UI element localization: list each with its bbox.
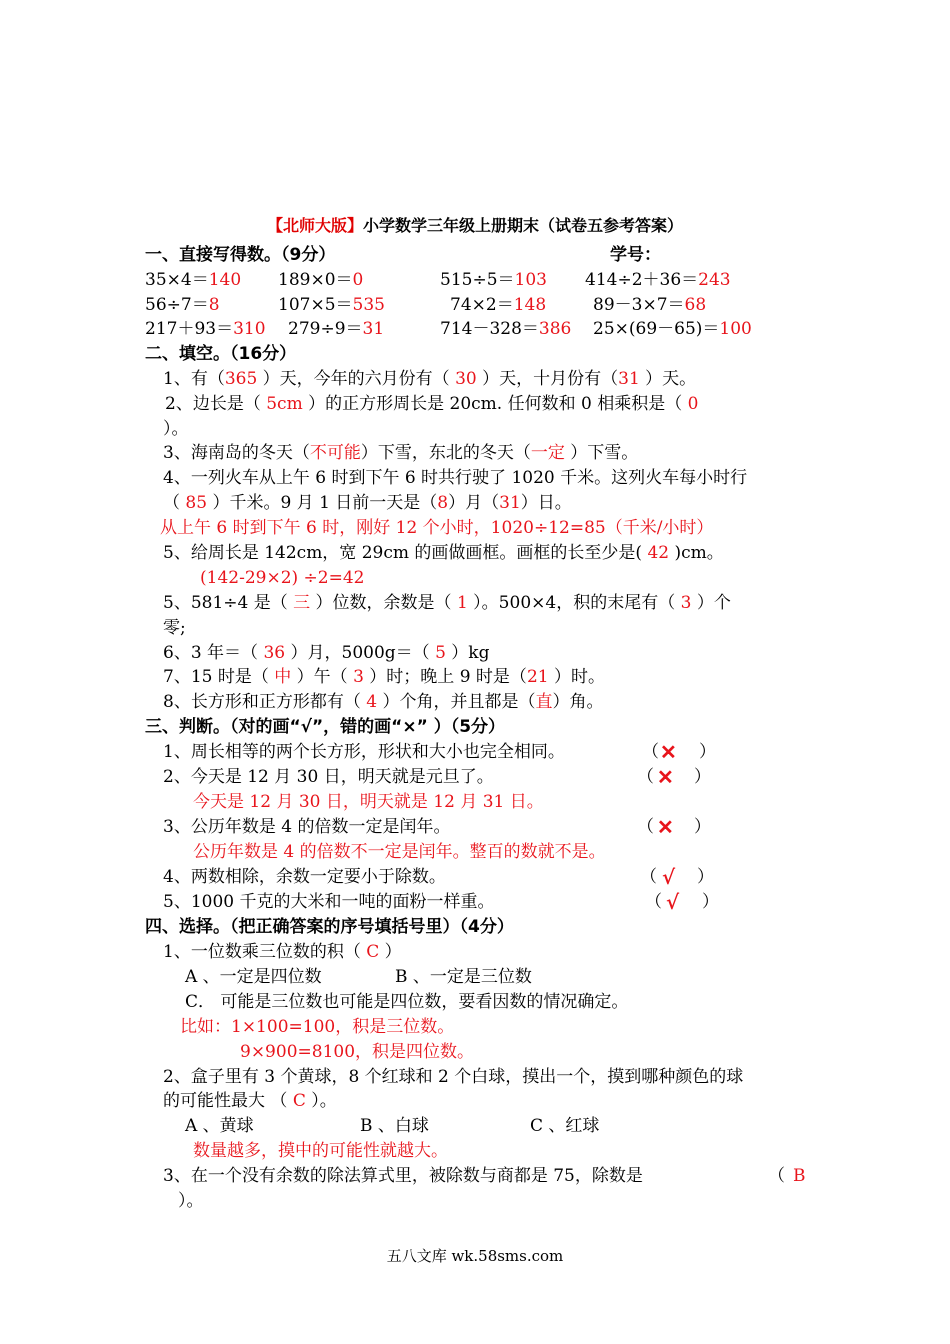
check-mark-icon: √ [662, 865, 676, 889]
cross-mark-icon: ✕ [660, 740, 677, 764]
calc-item: 74×2＝148 [450, 295, 547, 315]
calc-item: 714－328＝386 [440, 319, 572, 339]
answer-note: 比如：1×100=100，积是三位数。 [180, 1017, 455, 1037]
choice-question-2: 2、盒子里有 3 个黄球，8 个红球和 2 个白球，摸出一个，摸到哪种颜色的球 [163, 1067, 744, 1087]
calc-item: 217＋93＝310 [145, 319, 266, 339]
answer-note: 今天是 12 月 30 日，明天就是 12 月 31 日。 [193, 792, 544, 812]
choice-option: C 、红球 [530, 1116, 600, 1136]
section-4-header: 四、选择。（把正确答案的序号填括号里）（4分） [145, 917, 514, 937]
calc-item: 25×(69－65)＝100 [593, 319, 752, 339]
check-mark-icon: √ [666, 890, 680, 914]
judge-question: 2、今天是 12 月 30 日，明天就是元旦了。 [163, 767, 494, 787]
choice-question-3-cont: ）。 [178, 1191, 204, 1211]
section-1-header: 一、直接写得数。（9分） [145, 245, 336, 265]
fill-question-1: 1、有（365 ）天，今年的六月份有（ 30 ）天，十月份有（31 ）天。 [163, 369, 697, 389]
judge-answer-paren: （ ） [642, 742, 716, 762]
fill-question-6: 6、3 年＝（ 36 ）月，5000g＝（ 5 ）kg [163, 643, 490, 663]
choice-question-3: 3、在一个没有余数的除法算式里，被除数与商都是 75，除数是 [163, 1166, 643, 1186]
judge-answer-paren: （ ） [640, 867, 714, 887]
judge-question: 1、周长相等的两个长方形，形状和大小也完全相同。 [163, 742, 565, 762]
judge-answer-paren: （ ） [637, 817, 711, 837]
fill-question-4-cont: （ 85 ）千米。9 月 1 日前一天是（8）月（31）日。 [163, 493, 572, 513]
cross-mark-icon: ✕ [657, 815, 674, 839]
section-3-header: 三、判断。（对的画“√”，错的画“×” ）（5分） [145, 717, 506, 737]
choice-option: B 、一定是三位数 [395, 967, 532, 987]
calc-item: 414÷2＋36＝243 [585, 270, 731, 290]
cross-mark-icon: ✕ [657, 765, 674, 789]
answer-note: (142-29×2) ÷2=42 [200, 568, 365, 588]
judge-question: 5、1000 千克的大米和一吨的面粉一样重。 [163, 892, 495, 912]
choice-question-2-cont: 的可能性最大 （ C ）。 [163, 1091, 337, 1111]
choice-option: B 、白球 [360, 1116, 429, 1136]
calc-item: 89－3×7＝68 [593, 295, 707, 315]
answer-note: 数量越多，摸中的可能性就越大。 [193, 1141, 448, 1161]
fill-question-5b-cont: 零; [163, 618, 186, 638]
choice-option: C． 可能是三位数也可能是四位数，要看因数的情况确定。 [185, 992, 629, 1012]
student-number-label: 学号： [610, 245, 661, 265]
section-2-header: 二、填空。（16分） [145, 344, 297, 364]
answer-note: 9×900=8100，积是四位数。 [240, 1042, 475, 1062]
calc-item: 515÷5＝103 [440, 270, 547, 290]
judge-answer-paren: （ ） [645, 892, 719, 912]
calc-item: 107×5＝535 [278, 295, 385, 315]
choice-question-3-paren: （ B [768, 1166, 806, 1186]
fill-question-4: 4、一列火车从上午 6 时到下午 6 时共行驶了 1020 千米。这列火车每小时行 [163, 468, 748, 488]
document-title: 【北师大版】小学数学三年级上册期末（试卷五参考答案） [266, 216, 684, 235]
choice-option: A 、黄球 [185, 1116, 254, 1136]
fill-question-2: 2、边长是（ 5cm ）的正方形周长是 20cm. 任何数和 0 相乘积是（ 0 [165, 394, 699, 414]
calc-item: 56÷7＝8 [145, 295, 220, 315]
calc-item: 279÷9＝31 [288, 319, 385, 339]
judge-question: 4、两数相除，余数一定要小于除数。 [163, 867, 446, 887]
fill-question-5b: 5、581÷4 是（ 三 ）位数，余数是（ 1 ）。500×4，积的末尾有（ 3 ）个 [163, 593, 731, 613]
judge-question: 3、公历年数是 4 的倍数一定是闰年。 [163, 817, 451, 837]
fill-question-3: 3、海南岛的冬天（不可能）下雪，东北的冬天（一定 ）下雪。 [163, 443, 639, 463]
fill-question-5: 5、给周长是 142cm，宽 29cm 的画做画框。画框的长至少是( 42 )cm。 [163, 543, 724, 563]
fill-question-2-cont: ）。 [163, 419, 189, 439]
page-footer: 五八文库 wk.58sms.com [386, 1247, 564, 1265]
fill-question-7: 7、15 时是（ 中 ）午（ 3 ）时；晚上 9 时是（21 ）时。 [163, 667, 605, 687]
calc-item: 35×4＝140 [145, 270, 242, 290]
answer-note: 公历年数是 4 的倍数不一定是闰年。整百的数就不是。 [193, 842, 606, 862]
calc-item: 189×0＝0 [278, 270, 364, 290]
answer-note: 从上午 6 时到下午 6 时，刚好 12 个小时，1020÷12=85（千米/小时） [160, 518, 714, 538]
choice-question-1: 1、一位数乘三位数的积（ C ） [163, 942, 402, 962]
judge-answer-paren: （ ） [637, 767, 711, 787]
choice-option: A 、一定是四位数 [185, 967, 322, 987]
fill-question-8: 8、长方形和正方形都有（ 4 ）个角，并且都是（直）角。 [163, 692, 604, 712]
